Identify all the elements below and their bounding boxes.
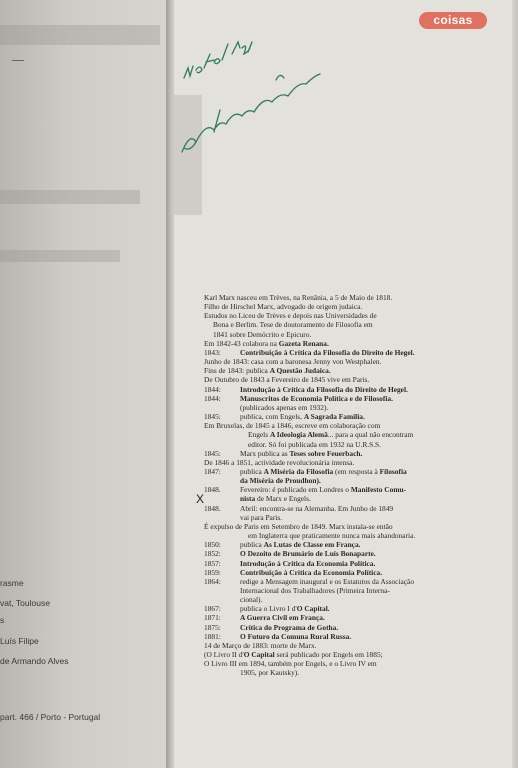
chronology-line — [204, 375, 504, 384]
handwriting-stroke — [196, 67, 202, 73]
chronology-year: 1871: — [204, 613, 221, 623]
chronology-text-run: Em Bruxelas, de 1845 a 1846, escreve em colaboração com — [204, 421, 381, 431]
chronology-line — [204, 430, 504, 439]
chronology-text-run: De 1846 a 1851, actividade revolucionária intensa. — [204, 457, 355, 467]
chronology-year: 1852: — [204, 549, 221, 559]
chronology-year: 1843: — [204, 347, 221, 357]
work-title: A Questão Judaica. — [269, 366, 331, 376]
chronology-text-run: 1841 sobre Demócrito e Epicuro. — [213, 329, 312, 339]
chronology-text-run: (publicados apenas em 1932). — [240, 402, 329, 412]
handwriting-stroke — [232, 42, 240, 54]
chronology-year: 1859: — [204, 567, 221, 577]
chronology-line — [204, 531, 504, 540]
chronology-line — [204, 595, 504, 604]
work-title: A Guerra Civil em França. — [240, 613, 325, 623]
work-title: Manuscritos de Economia Política e de Filosofia. — [240, 393, 393, 403]
chronology-year: 1881: — [204, 631, 221, 641]
handwriting-stroke — [276, 75, 284, 80]
chronology-line — [204, 659, 504, 668]
work-title: A Sagrada Família. — [303, 412, 365, 422]
chronology-text-run: editor. Só foi publicada em 1932 na U.R.S.S. — [248, 439, 382, 449]
chronology-text-run: Bona e Berlim. Tese de doutoramento de Filosofia em — [213, 320, 373, 330]
chronology-year: 1864: — [204, 576, 221, 586]
chronology-text-run: Filho de Hirschel Marx, advogado de origem judaica. — [204, 302, 363, 312]
chronology-year: 1857: — [204, 558, 221, 568]
chronology-line — [204, 549, 504, 558]
colophon-line: part. 466 / Porto - Portugal — [0, 712, 101, 722]
work-title: O Capital. — [296, 604, 330, 614]
chronology-year: 1845: — [204, 448, 221, 458]
chronology-line — [204, 449, 504, 458]
work-title: Contribuição à Crítica da Economia Política. — [240, 567, 383, 577]
chronology-text-run: Engels — [248, 430, 270, 440]
left-page — [0, 0, 170, 768]
chronology-line — [204, 485, 504, 494]
chronology-text-run: cional). — [240, 595, 263, 605]
chronology-line — [204, 668, 504, 677]
chronology-line — [204, 320, 504, 329]
chronology-line — [204, 623, 504, 632]
handwriting-stroke — [214, 59, 220, 64]
chronology-text-run: em Inglaterra que praticamente nunca mais abandonaria. — [248, 531, 416, 541]
chronology-text-run: Karl Marx nasceu em Trèves, na Renânia, a 5 de Maio de 1818. — [204, 293, 393, 302]
work-title: Manifesto Comu- — [350, 485, 407, 495]
chronology-text-run: (O Livro II d' — [204, 650, 244, 660]
chronology-line — [204, 366, 504, 375]
watermark-logo: coisas — [419, 12, 487, 29]
chronology-text-run: Estudos no Liceu de Trèves e depois nas Universidades de — [204, 311, 377, 321]
chronology-line — [204, 577, 504, 586]
work-title: Filosofia — [379, 466, 407, 476]
handwriting-stroke — [182, 139, 196, 152]
chronology-line — [204, 311, 504, 320]
chronology-text-run: Internacional dos Trabalhadores (Primeira Interna- — [240, 586, 390, 595]
chronology-line — [204, 440, 504, 449]
chronology-text-run: publica, com Engels, — [240, 412, 304, 422]
chronology-line — [204, 613, 504, 622]
chronology-line — [204, 632, 504, 641]
colophon-line: s — [0, 615, 5, 625]
chronology-line — [204, 394, 504, 403]
work-title: Introdução à Crítica da Economia Política. — [240, 558, 376, 568]
colophon-line: vat, Toulouse — [0, 598, 50, 608]
colophon-line: rasme — [0, 578, 24, 588]
work-title: O Dezoito de Brumário de Luís Bonaparte. — [240, 549, 376, 559]
work-title: As Lutas de Classe em França. — [263, 540, 361, 550]
chronology-year: 1848. — [204, 503, 221, 513]
chronology-text-run: Em 1842-43 colabora na — [204, 338, 279, 348]
margin-mark: X — [196, 492, 205, 506]
chronology-line — [204, 421, 504, 430]
chronology-line — [204, 385, 504, 394]
work-title: nista — [240, 494, 256, 504]
chronology-text-run: Fevereiro: é publicado em Londres o — [240, 485, 351, 495]
work-title: O Futuro da Comuna Rural Russa. — [240, 631, 352, 641]
chronology-text-run: 14 de Março de 1883: morte de Marx. — [204, 640, 317, 650]
chronology-year: 1844: — [204, 384, 221, 394]
bleed-through — [0, 190, 140, 204]
chronology-line — [204, 302, 504, 311]
chronology-line — [204, 559, 504, 568]
chronology-year: 1850: — [204, 540, 221, 550]
chronology-line — [204, 641, 504, 650]
chronology-year: 1847: — [204, 466, 221, 476]
chronology-year: 1867: — [204, 604, 221, 614]
chronology-text-run: 1905, por Kautsky). — [240, 668, 300, 678]
work-title: Teses sobre Feuerbach. — [289, 448, 363, 458]
chronology-year: 1875: — [204, 622, 221, 632]
handwriting-stroke — [214, 110, 220, 132]
chronology-text-run: vai para Paris. — [240, 512, 283, 522]
chronology-text-run: De Outubro de 1843 a Fevereiro de 1845 vive em Paris. — [204, 375, 370, 385]
chronology-line — [204, 476, 504, 485]
chronology-text-run: (em resposta à — [333, 466, 380, 476]
chronology-text-run: É expulso de Paris em Setembro de 1849. Marx instala-se então — [204, 521, 393, 531]
chronology-text-run: publica — [240, 540, 264, 550]
chronology-text-run: publica — [240, 466, 264, 476]
chronology-line — [204, 604, 504, 613]
chronology-line — [204, 348, 504, 357]
chronology-text — [204, 293, 504, 678]
handwritten-inscription — [176, 40, 366, 160]
chronology-text-run: publica o Livro I d' — [240, 604, 297, 614]
chronology-line — [204, 494, 504, 503]
chronology-line — [204, 467, 504, 476]
chronology-year: 1845: — [204, 412, 221, 422]
page-mark — [12, 60, 24, 61]
chronology-line — [204, 586, 504, 595]
chronology-text-run: Abril: encontra-se na Alemanha. Em Junho de 1849 — [240, 503, 394, 513]
bleed-through — [0, 25, 160, 45]
chronology-line — [204, 412, 504, 421]
work-title: A Miséria da Filosofia — [263, 466, 334, 476]
page-edge — [512, 0, 518, 768]
handwriting-stroke — [184, 66, 193, 78]
chronology-text-run: de Marx e Engels. — [255, 494, 311, 504]
chronology-line — [204, 339, 504, 348]
chronology-text-run: será publicado por Engels em 1885; — [274, 650, 383, 660]
chronology-line — [204, 458, 504, 467]
chronology-text-run: Junho de 1843: casa com a baronesa Jenny von Westphalen. — [204, 357, 382, 367]
handwriting-stroke — [222, 44, 228, 60]
colophon-line: de Armando Alves — [0, 656, 69, 666]
work-title: Gazeta Renana. — [278, 338, 329, 348]
chronology-line — [204, 293, 504, 302]
chronology-year: 1848. — [204, 485, 221, 495]
work-title: da Miséria de Proudhon). — [240, 476, 321, 486]
chronology-year: 1844: — [204, 393, 221, 403]
chronology-line — [204, 522, 504, 531]
chronology-line — [204, 330, 504, 339]
chronology-line — [204, 513, 504, 522]
bleed-through — [0, 250, 120, 262]
work-title: Crítica do Programa de Gotha. — [240, 622, 339, 632]
work-title: O Capital — [243, 650, 275, 660]
work-title: A Ideologia Alemã — [269, 430, 328, 440]
chronology-line — [204, 403, 504, 412]
chronology-text-run: ... para a qual não encontram — [327, 430, 414, 440]
work-title: Contribuição à Crítica da Filosofia do Direito de Hegel. — [240, 347, 415, 357]
chronology-line — [204, 568, 504, 577]
chronology-line — [204, 540, 504, 549]
chronology-text-run: O Livro III em 1894, também por Engels, e o Livro IV em — [204, 659, 377, 669]
handwriting-stroke — [248, 42, 252, 52]
work-title: Introdução à Crítica da Filosofia do Direito de Hegel. — [240, 384, 408, 394]
chronology-text-run: redige a Mensagem inaugural e os Estatutos da Associação — [240, 576, 415, 586]
chronology-line — [204, 504, 504, 513]
colophon-line: Luís Filipe — [0, 636, 39, 646]
chronology-text-run: Marx publica as — [240, 448, 290, 458]
chronology-line — [204, 650, 504, 659]
chronology-line — [204, 357, 504, 366]
chronology-text-run: Fins de 1843: publica — [204, 366, 270, 376]
